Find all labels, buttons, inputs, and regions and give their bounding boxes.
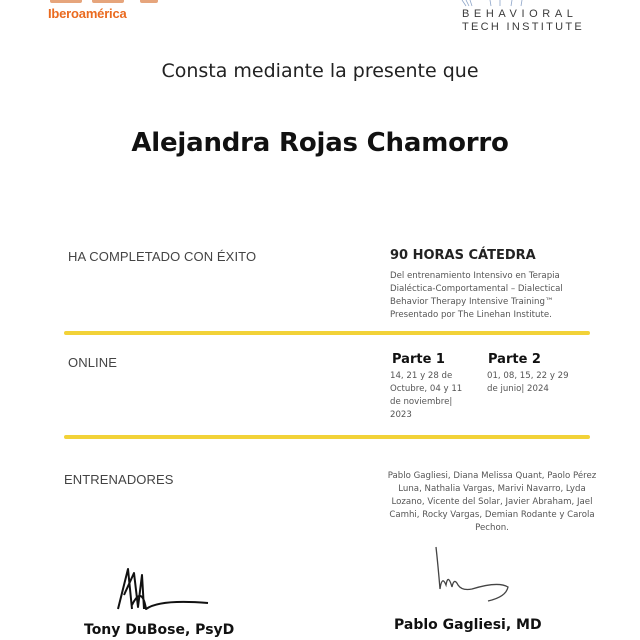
modality-label: ONLINE — [68, 355, 118, 370]
trainers-label: ENTRENADORES — [64, 472, 174, 487]
part-2-title: Parte 2 — [488, 352, 541, 367]
behavioral-tech-logo-line2: TECH INSTITUTE — [462, 21, 585, 33]
recipient-name: Alejandra Rojas Chamorro — [131, 128, 509, 158]
signature-gagliesi-icon — [428, 545, 518, 615]
part-1-title: Parte 1 — [392, 352, 445, 367]
part-1-dates: 14, 21 y 28 de Octubre, 04 y 11 de noviembre| 2023 — [390, 371, 463, 420]
iberoamerica-logo: Iberoamérica — [48, 6, 127, 21]
part-2-dates: 01, 08, 15, 22 y 29 de junio| 2024 — [487, 371, 569, 394]
hours-title: 90 HORAS CÁTEDRA — [390, 248, 536, 263]
divider-2 — [64, 435, 590, 439]
trainers-list: Pablo Gagliesi, Diana Melissa Quant, Paolo Pérez Luna, Nathalia Vargas, Marivi Navarro, Lyda Lozano, Vicente del Solar, Javier Abraham, Jael Camhi, Rocky Vargas, Demian Rodante y Carola Pechon. — [387, 471, 597, 533]
certificate-intro: Consta mediante la presente que — [161, 60, 479, 82]
behavioral-tech-logo-line1: BEHAVIORAL — [462, 8, 578, 20]
iberoamerica-logo-bars — [50, 0, 160, 4]
signatory-2-name: Pablo Gagliesi, MD — [394, 617, 542, 633]
behavioral-tech-logo-icon — [460, 0, 550, 7]
divider-1 — [64, 331, 590, 335]
completion-label: HA COMPLETADO CON ÉXITO — [68, 249, 257, 264]
training-description: Del entrenamiento Intensivo en Terapia Dialéctica-Comportamental – Dialectical Behavior Therapy Intensive Training™ Presentado por The Linehan Institute. — [390, 271, 563, 320]
signature-dubose-icon — [110, 565, 210, 615]
signatory-1-name: Tony DuBose, PsyD — [84, 622, 235, 638]
